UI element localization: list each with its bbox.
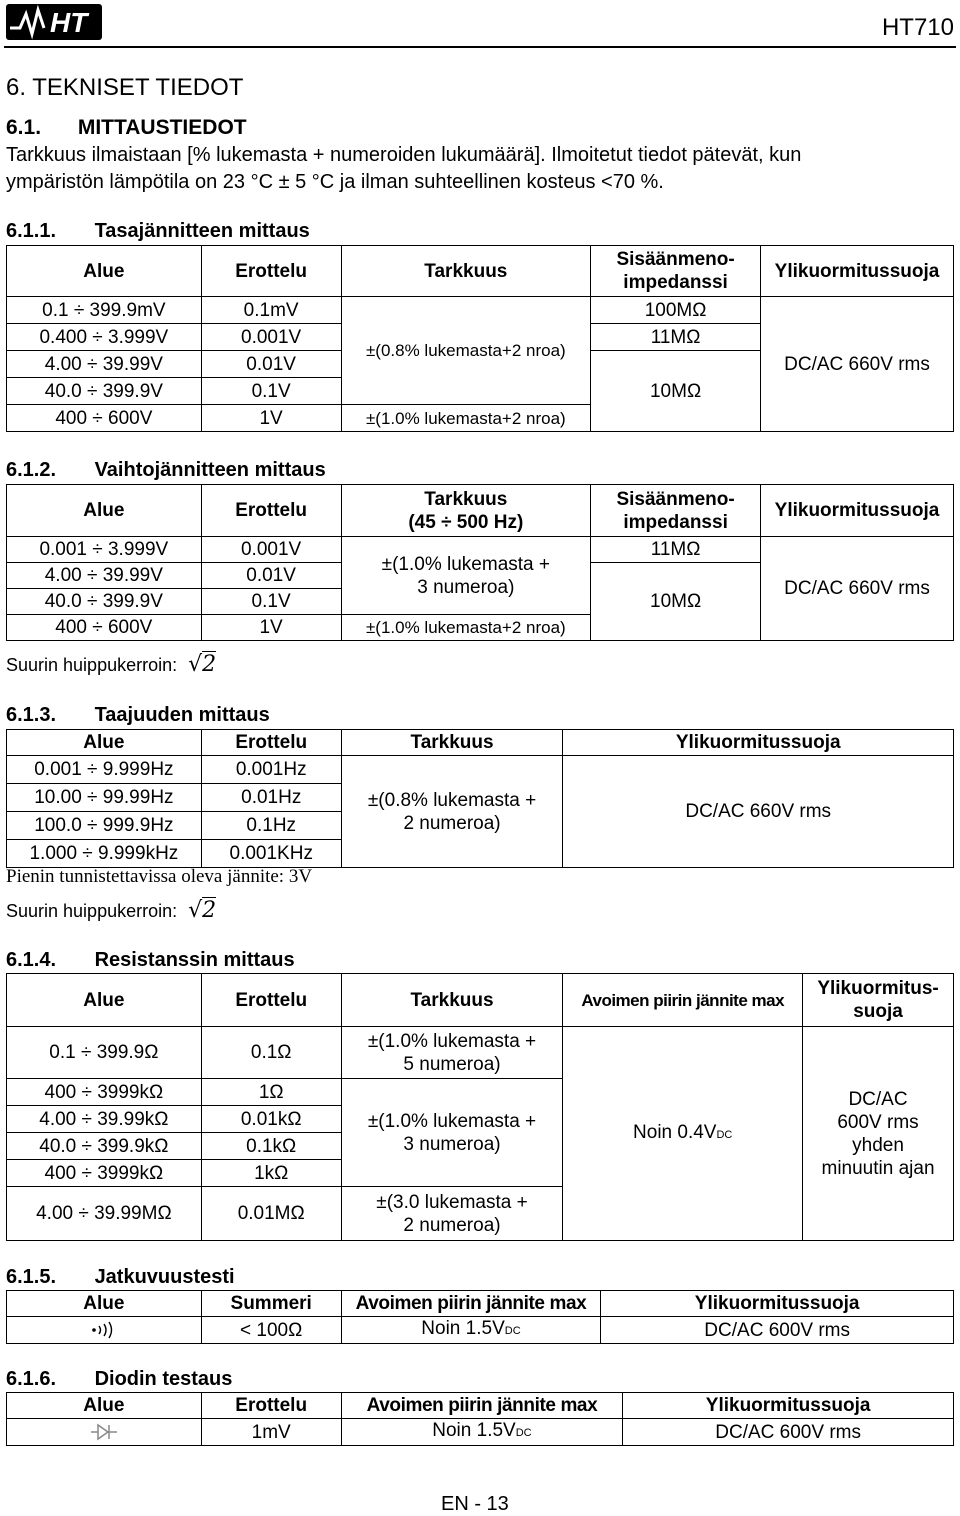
res-header-accuracy: Tarkkuus <box>341 974 563 1027</box>
res-table <box>6 973 954 1241</box>
ac-impedance: 11MΩ <box>591 537 761 563</box>
accuracy-line: 2 numeroa) <box>403 1214 501 1236</box>
ac-header-impedance <box>591 485 761 537</box>
freq-crest-factor <box>6 898 216 923</box>
dc-range: 4.00 ÷ 39.99V <box>7 351 202 378</box>
res-accuracy-c <box>341 1187 563 1241</box>
impedance-line: Sisäänmeno- <box>616 488 735 510</box>
accuracy-line: 5 numeroa) <box>403 1053 501 1075</box>
freq-protection: DC/AC 660V rms <box>563 756 954 868</box>
open-voltage-unit: DC <box>515 1427 532 1439</box>
impedance-line: impedanssi <box>623 511 728 533</box>
freq-range: 1.000 ÷ 9.999kHz <box>7 840 202 868</box>
sqrt-icon: √2 <box>188 898 217 923</box>
accuracy-line: 3 numeroa) <box>403 1133 501 1155</box>
freq-number: 6.1.3. <box>6 704 57 726</box>
res-resolution: 0.1Ω <box>201 1027 341 1079</box>
res-heading <box>6 949 295 972</box>
accuracy-line: ±(3.0 lukemasta + <box>376 1191 528 1213</box>
protection-line: suoja <box>853 1001 903 1022</box>
protection-line: DC/AC <box>848 1088 908 1110</box>
ac-header-range: Alue <box>7 485 202 537</box>
section-number: 6.1. <box>6 116 42 139</box>
res-header-protection <box>803 974 954 1027</box>
diode-header-open-voltage: Avoimen piirin jännite max <box>341 1393 623 1419</box>
ac-range: 400 ÷ 600V <box>7 615 202 641</box>
dc-header-range: Alue <box>7 246 202 297</box>
open-voltage-unit: DC <box>504 1325 521 1337</box>
ht-logo <box>6 4 102 40</box>
accuracy-line: ±(1.0% lukemasta + <box>367 1030 537 1052</box>
ac-crest-factor <box>6 652 216 677</box>
freq-heading <box>6 704 270 727</box>
crest-label: Suurin huippukerroin: <box>6 655 178 675</box>
intro-text <box>6 142 958 196</box>
dc-protection: DC/AC 660V rms <box>761 297 954 432</box>
ac-impedance: 10MΩ <box>591 563 761 641</box>
ac-number: 6.1.2. <box>6 459 57 481</box>
model-name: HT710 <box>881 14 954 41</box>
res-header-open-voltage: Avoimen piirin jännite max <box>563 974 803 1027</box>
accuracy-line: ±(1.0% lukemasta + <box>367 1110 537 1132</box>
section-title: MITTAUSTIEDOT <box>77 116 247 139</box>
intro-line: ympäristön lämpötila on 23 °C ± 5 °C ja ilman suhteellinen kosteus <70 %. <box>6 171 664 193</box>
open-voltage-unit: DC <box>716 1128 733 1141</box>
res-range: 4.00 ÷ 39.99MΩ <box>7 1187 202 1241</box>
protection-line: 600V rms <box>837 1111 919 1133</box>
section-heading <box>6 116 247 140</box>
accuracy-line: ±(0.8% lukemasta + <box>367 789 537 811</box>
open-voltage-value: Noin 1.5V <box>421 1318 505 1339</box>
res-range: 40.0 ÷ 399.9kΩ <box>7 1133 202 1160</box>
res-protection <box>803 1027 954 1241</box>
res-open-voltage <box>563 1027 803 1241</box>
ac-header-resolution: Erottelu <box>201 485 341 537</box>
cont-header-buzzer: Summeri <box>201 1291 341 1317</box>
freq-range: 100.0 ÷ 999.9Hz <box>7 812 202 840</box>
dc-header-resolution: Erottelu <box>201 246 341 297</box>
ac-accuracy-b: ±(1.0% lukemasta+2 nroa) <box>341 615 591 641</box>
dc-resolution: 0.01V <box>201 351 341 378</box>
dc-table <box>6 245 954 432</box>
freq-resolution: 0.001Hz <box>201 756 341 784</box>
diode-heading <box>6 1368 232 1391</box>
accuracy-line: ±(1.0% lukemasta + <box>381 553 550 575</box>
dc-header-impedance <box>591 246 761 297</box>
ac-resolution: 1V <box>201 615 341 641</box>
ac-protection: DC/AC 660V rms <box>761 537 954 641</box>
freq-header-accuracy: Tarkkuus <box>341 730 563 756</box>
cont-header-range: Alue <box>7 1291 202 1317</box>
diode-protection: DC/AC 600V rms <box>623 1419 954 1446</box>
freq-min-voltage: Pienin tunnistettavissa oleva jännite: 3V <box>6 866 313 887</box>
ac-range: 40.0 ÷ 399.9V <box>7 589 202 615</box>
cont-protection: DC/AC 600V rms <box>601 1317 954 1344</box>
page-number: EN - 13 <box>441 1493 509 1515</box>
cont-table <box>6 1290 954 1344</box>
protection-line: yhden <box>852 1134 904 1156</box>
dc-header-protection: Ylikuormitussuoja <box>761 246 954 297</box>
ac-range: 0.001 ÷ 3.999V <box>7 537 202 563</box>
crest-value: 2 <box>202 898 217 923</box>
dc-resolution: 0.1mV <box>201 297 341 324</box>
ac-resolution: 0.1V <box>201 589 341 615</box>
dc-header-accuracy: Tarkkuus <box>341 246 591 297</box>
res-header-resolution: Erottelu <box>201 974 341 1027</box>
cont-title: Jatkuvuustesti <box>94 1266 235 1288</box>
res-accuracy-b <box>341 1079 563 1187</box>
diode-resolution: 1mV <box>201 1419 341 1446</box>
diode-header-range: Alue <box>7 1393 202 1419</box>
freq-header-resolution: Erottelu <box>201 730 341 756</box>
freq-header-protection: Ylikuormitussuoja <box>563 730 954 756</box>
cont-buzzer: < 100Ω <box>201 1317 341 1344</box>
dc-impedance: 10MΩ <box>591 351 761 432</box>
dc-heading <box>6 220 310 243</box>
cont-heading <box>6 1266 235 1289</box>
res-resolution: 1kΩ <box>201 1160 341 1187</box>
diode-header-resolution: Erottelu <box>201 1393 341 1419</box>
dc-resolution: 1V <box>201 405 341 432</box>
ac-header-accuracy <box>341 485 591 537</box>
diode-number: 6.1.6. <box>6 1368 57 1390</box>
accuracy-line: Tarkkuus <box>424 488 508 510</box>
dc-range: 400 ÷ 600V <box>7 405 202 432</box>
dc-range: 0.400 ÷ 3.999V <box>7 324 202 351</box>
dc-resolution: 0.1V <box>201 378 341 405</box>
res-resolution: 0.1kΩ <box>201 1133 341 1160</box>
header-rule <box>4 46 956 48</box>
freq-resolution: 0.001KHz <box>201 840 341 868</box>
logo-spark-icon <box>8 4 48 40</box>
dc-resolution: 0.001V <box>201 324 341 351</box>
res-range: 4.00 ÷ 39.99kΩ <box>7 1106 202 1133</box>
dc-range: 0.1 ÷ 399.9mV <box>7 297 202 324</box>
ac-range: 4.00 ÷ 39.99V <box>7 563 202 589</box>
freq-resolution: 0.01Hz <box>201 784 341 812</box>
ac-resolution: 0.01V <box>201 563 341 589</box>
freq-accuracy <box>341 756 563 868</box>
ac-table <box>6 484 954 641</box>
buzzer-icon <box>89 1321 119 1339</box>
ac-resolution: 0.001V <box>201 537 341 563</box>
impedance-line: impedanssi <box>623 272 728 293</box>
dc-accuracy-a: ±(0.8% lukemasta+2 nroa) <box>341 297 591 405</box>
res-range: 400 ÷ 3999kΩ <box>7 1079 202 1106</box>
res-range: 400 ÷ 3999kΩ <box>7 1160 202 1187</box>
dc-number: 6.1.1. <box>6 220 57 242</box>
accuracy-line: 2 numeroa) <box>403 812 501 834</box>
diode-range <box>7 1419 202 1446</box>
diode-icon <box>91 1423 117 1441</box>
ac-title: Vaihtojännitteen mittaus <box>94 459 326 481</box>
sqrt-icon: √2 <box>188 652 217 677</box>
accuracy-line: 3 numeroa) <box>417 576 515 598</box>
dc-range: 40.0 ÷ 399.9V <box>7 378 202 405</box>
freq-range: 10.00 ÷ 99.99Hz <box>7 784 202 812</box>
cont-number: 6.1.5. <box>6 1266 57 1288</box>
crest-value: 2 <box>202 652 217 677</box>
freq-table <box>6 729 954 868</box>
protection-line: minuutin ajan <box>821 1157 935 1179</box>
diode-title: Diodin testaus <box>94 1368 233 1390</box>
cont-header-open-voltage: Avoimen piirin jännite max <box>341 1291 601 1317</box>
page-title: 6. TEKNISET TIEDOT <box>6 74 244 101</box>
cont-range <box>7 1317 202 1344</box>
ac-heading <box>6 459 326 482</box>
ac-header-protection: Ylikuormitussuoja <box>761 485 954 537</box>
crest-label: Suurin huippukerroin: <box>6 901 178 921</box>
open-voltage-value: Noin 0.4V <box>633 1121 717 1143</box>
res-resolution: 1Ω <box>201 1079 341 1106</box>
dc-impedance: 100MΩ <box>591 297 761 324</box>
open-voltage-value: Noin 1.5V <box>432 1420 516 1441</box>
diode-table <box>6 1392 954 1446</box>
res-title: Resistanssin mittaus <box>94 949 295 971</box>
freq-title: Taajuuden mittaus <box>94 704 270 726</box>
diode-header-protection: Ylikuormitussuoja <box>623 1393 954 1419</box>
res-resolution: 0.01MΩ <box>201 1187 341 1241</box>
dc-accuracy-b: ±(1.0% lukemasta+2 nroa) <box>341 405 591 432</box>
res-header-range: Alue <box>7 974 202 1027</box>
ac-accuracy-a <box>341 537 591 615</box>
accuracy-line: (45 ÷ 500 Hz) <box>408 511 524 533</box>
res-number: 6.1.4. <box>6 949 57 971</box>
freq-resolution: 0.1Hz <box>201 812 341 840</box>
dc-title: Tasajännitteen mittaus <box>94 220 310 242</box>
diode-open-voltage <box>341 1419 623 1446</box>
impedance-line: Sisäänmeno- <box>616 249 735 270</box>
res-range: 0.1 ÷ 399.9Ω <box>7 1027 202 1079</box>
freq-range: 0.001 ÷ 9.999Hz <box>7 756 202 784</box>
res-accuracy-a <box>341 1027 563 1079</box>
cont-open-voltage <box>341 1317 601 1344</box>
cont-header-protection: Ylikuormitussuoja <box>601 1291 954 1317</box>
dc-impedance: 11MΩ <box>591 324 761 351</box>
res-resolution: 0.01kΩ <box>201 1106 341 1133</box>
logo-text: HT <box>50 7 88 38</box>
intro-line: Tarkkuus ilmaistaan [% lukemasta + numeroiden lukumäärä]. Ilmoitetut tiedot pätevät, kun <box>6 144 802 166</box>
freq-header-range: Alue <box>7 730 202 756</box>
protection-line: Ylikuormitus- <box>817 978 939 999</box>
